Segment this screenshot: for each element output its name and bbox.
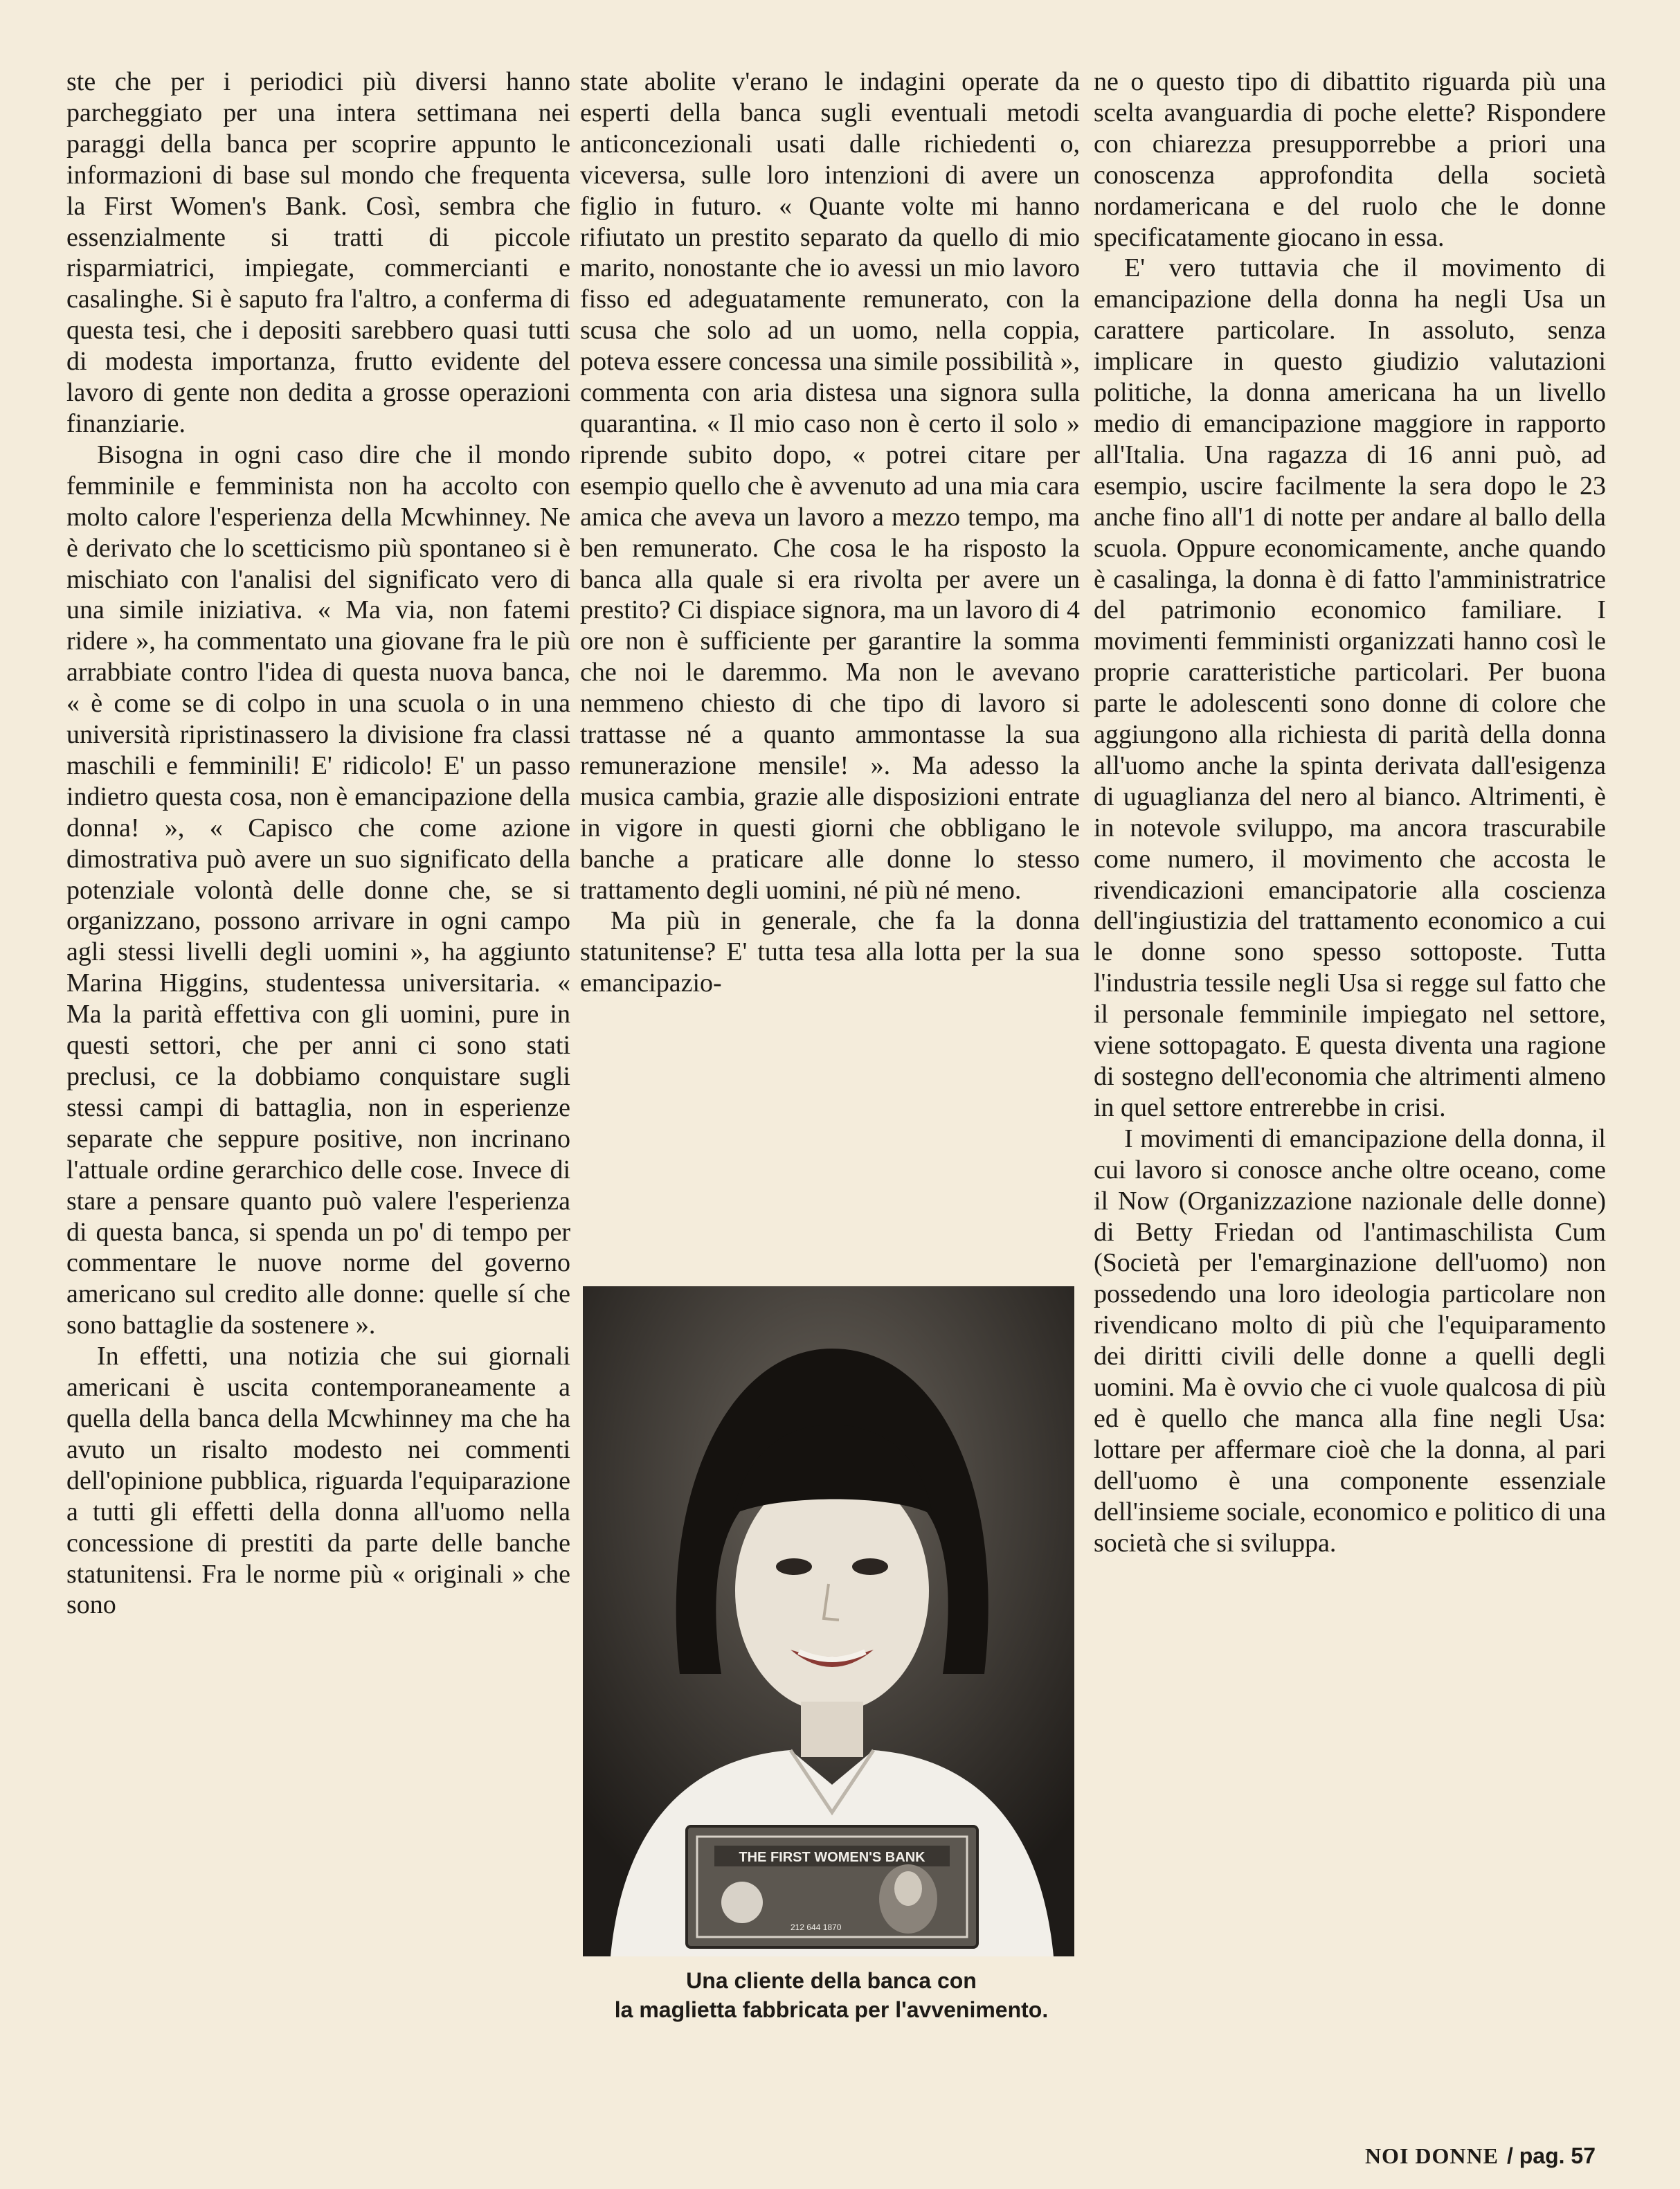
photo-caption bbox=[576, 1966, 1087, 2024]
dollar-bill-print bbox=[687, 1826, 977, 1947]
text-column-1 bbox=[66, 66, 570, 1621]
photo-bank-customer bbox=[583, 1286, 1074, 1956]
paragraph: state abolite v'erano le indagini operate da esperti della banca sugli eventuali metodi anticoncezionali usati dalle richiedenti o, viceversa, sulle loro intenzioni di avere un figlio in futuro. « Quante volte mi hanno rifiutato un prestito separato da quello di mio marito, nonostante che io avessi un mio lavoro fisso ed adeguatamente remunerato, con la scusa che solo ad un uomo, nella coppia, poteva essere concessa una simile possibilità », commenta con aria distesa una signora sulla quarantina. « Il mio caso non è certo il solo » riprende subito dopo, « potrei citare per esempio quello che è avvenuto ad una mia cara amica che aveva un lavoro a mezzo tempo, ma ben remunerato. Che cosa le ha risposto la banca alla quale si era rivolta per avere un prestito? Ci dispiace signora, ma un lavoro di 4 ore non è sufficiente per garantire la somma che noi le daremmo. Ma non le avevano nemmeno chiesto di che tipo di lavoro si trattasse né a quanto ammontasse la sua remunerazione mensile! ». Ma adesso la musica cambia, grazie alle disposizioni entrate in vigore in questi giorni che obbligano le banche a praticare alle donne lo stesso trattamento degli uomini, né più né meno. bbox=[580, 67, 1080, 905]
paragraph: ste che per i periodici più diversi hanno parcheggiato per una intera settimana nei paraggi della banca per scoprire appunto le informazioni di base sul mondo che frequenta la First Women's Bank. Così, sembra che essenzialmente si tratti di piccole risparmiatrici, impiegate, commercianti e casalinghe. Si è saputo fra l'altro, a conferma di questa tesi, che i depositi sarebbero quasi tutti di modesta importanza, frutto evidente del lavoro di gente non dedita a grosse operazioni finanziarie. bbox=[66, 67, 570, 438]
paragraph: ne o questo tipo di dibattito riguarda più una scelta avanguardia di poche elette? Rispondere con chiarezza presupporrebbe a priori una conoscenza approfondita della società nordamericana e del ruolo che le donne specificatamente giocano in essa. bbox=[1094, 67, 1606, 252]
magazine-name: NOI DONNE bbox=[1364, 2143, 1499, 2168]
face-shape bbox=[735, 1470, 929, 1712]
paragraph: I movimenti di emancipazione della donna, il cui lavoro si conosce anche oltre oceano, come il Now (Organizzazione nazionale delle donne) di Betty Friedan od l'antimaschilista Cum (Società per l'emarginazione dell'uomo) non possedendo una loro ideologia particolare non rivendicano molto di più che l'equiparamento dei diritti civili delle donne a quelli degli uomini. Ma è ovvio che ci vuole qualcosa di più ed è quello che manca alla fine negli Usa: lottare per affermare cioè che la donna, al pari dell'uomo è una componente essenziale dell'insieme sociale, economico e politico di una società che si sviluppa. bbox=[1094, 1124, 1606, 1558]
page-footer bbox=[1365, 2143, 1596, 2169]
page-number: / pag. 57 bbox=[1506, 2143, 1596, 2168]
text-column-3 bbox=[1094, 66, 1606, 1559]
shirt-number: 212 644 1870 bbox=[791, 1922, 842, 1932]
caption-line-2: la maglietta fabbricata per l'avvenimento. bbox=[614, 1997, 1049, 2022]
shirt-text: THE FIRST WOMEN'S BANK bbox=[739, 1850, 925, 1865]
paragraph: Bisogna in ogni caso dire che il mondo femminile e femminista non ha accolto con molto calore l'esperienza della Mcwhinney. Ne è derivato che lo scetticismo più spontaneo si è mischiato con l'analisi del significato vero di una simile iniziativa. « Ma via, non fatemi ridere », ha commentato una giovane fra le più arrabbiate contro l'idea di questa nuova banca, « è come se di colpo in una scuola o in una università ripristinassero la divisione fra classi maschili e femminili! E' ridicolo! E' un passo indietro questa cosa, non è emancipazione della donna! », « Capisco che come azione dimostrativa può avere un suo significato della potenziale volontà delle donne che, se si organizzano, possono arrivare in ogni campo agli stessi livelli degli uomini », ha aggiunto Marina Higgins, studentessa universitaria. « Ma la parità effettiva con gli uomini, pure in questi settori, che per anni ci sono stati preclusi, ce la dobbiamo conquistare sugli stessi campi di battaglia, non in esperienze separate che seppure positive, non incrinano l'attuale ordine gerarchico delle cose. Invece di stare a pensare quanto può valere l'esperienza di questa banca, si spenda un po' di tempo per commentare le nuove norme del governo americano sul credito alle donne: quelle sí che sono battaglie da sostenere ». bbox=[66, 440, 570, 1340]
paragraph: In effetti, una notizia che sui giornali americani è uscita contemporaneamente a quella della banca della Mcwhinney ma che ha avuto un risalto modesto nei commenti dell'opinione pubblica, riguarda l'equiparazione a tutti gli effetti della donna all'uomo nella concessione di prestiti da parte delle banche statunitensi. Fra le norme più « originali » che sono bbox=[66, 1342, 570, 1620]
paragraph: E' vero tuttavia che il movimento di emancipazione della donna ha negli Usa un carattere particolare. In assoluto, senza implicare in questo giudizio valutazioni politiche, la donna americana ha un livello medio di emancipazione maggiore in rapporto all'Italia. Una ragazza di 16 anni può, ad esempio, uscire facilmente la sera dopo le 23 anche fino all'1 di notte per andare al ballo della scuola. Oppure economicamente, anche quando è casalinga, la donna è di fatto l'amministratrice del patrimonio economico familiare. I movimenti femministi organizzati hanno così le proprie caratteristiche particolari. Per buona parte le adolescenti sono donne di colore che aggiungono alla richiesta di parità della donna all'uomo anche la spinta derivata dall'esigenza di uguaglianza del nero al bianco. Altrimenti, è in notevole sviluppo, ma ancora trascurabile come numero, il movimento che accosta le rivendicazioni emancipatorie alla coscienza dell'ingiustizia del trattamento economico a cui le donne sono spesso sottoposte. Tutta l'industria tessile negli Usa si regge sul fatto che il personale femminile impiegato nel settore, viene sottopagato. E questa diventa una ragione di sostegno dell'economia che altrimenti almeno in quel settore entrerebbe in crisi. bbox=[1094, 253, 1606, 1122]
text-column-2 bbox=[580, 66, 1080, 999]
caption-line-1: Una cliente della banca con bbox=[686, 1968, 977, 1993]
paragraph: Ma più in generale, che fa la donna statunitense? E' tutta tesa alla lotta per la sua emancipazio- bbox=[580, 906, 1080, 998]
portrait-illustration bbox=[583, 1286, 1074, 1956]
